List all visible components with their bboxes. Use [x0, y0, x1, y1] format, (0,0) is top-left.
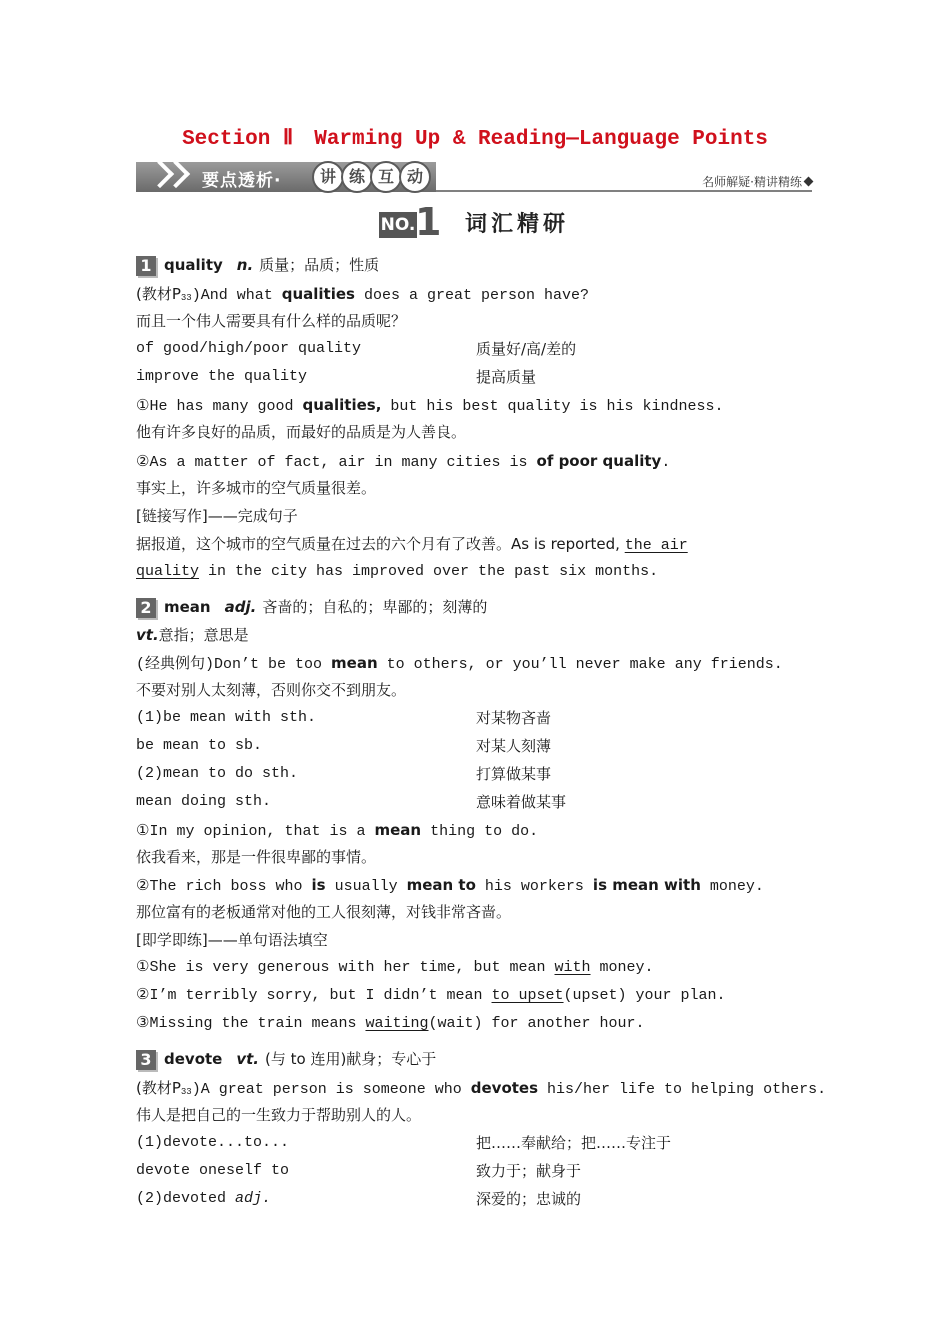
sentence-text: usually — [325, 878, 407, 895]
part-of-speech: vt. — [136, 626, 159, 644]
entry-sense — [136, 625, 249, 645]
keyword: qualities, — [302, 396, 382, 414]
banner-bubbles — [312, 161, 428, 193]
translation: 事实上，许多城市的空气质量很差。 — [136, 479, 377, 497]
phrase-meaning: 对某人刻薄 — [476, 737, 552, 755]
example-sentence — [136, 875, 764, 897]
translation: 他有许多良好的品质，而最好的品质是为人善良。 — [136, 423, 467, 441]
sentence-text: but his best quality is his kindness. — [381, 398, 724, 415]
answer: to upset — [491, 987, 564, 1004]
keyword: mean to — [406, 876, 476, 894]
answer: with — [554, 959, 591, 976]
sentence-text: thing to do. — [421, 823, 539, 840]
headword: quality — [164, 256, 223, 274]
sentence-text: money. — [700, 878, 764, 895]
sentence-text: his workers — [475, 878, 593, 895]
banner-bubble: 练 — [341, 161, 373, 193]
sentence-text: (upset) your plan. — [563, 987, 726, 1004]
keyword: is mean with — [592, 876, 701, 894]
sentence-text: )A great person is someone who — [191, 1081, 471, 1098]
sentence-text: 据报道，这个城市的空气质量在过去的六个月有了改善。As is reported, — [136, 535, 625, 553]
example-sentence — [136, 451, 670, 473]
banner-main-label: 要点透析· — [202, 171, 282, 191]
sentence-text: does a great person have? — [354, 287, 590, 304]
exercise-item — [136, 986, 726, 1006]
section-number-badge — [379, 200, 442, 244]
entry-number-badge: 3 — [136, 1050, 156, 1070]
phrase-text: (2)devoted — [136, 1190, 236, 1207]
phrase: of good/high/poor quality — [136, 340, 362, 357]
exercise-item — [136, 958, 654, 978]
sentence-text: (wait) for another hour. — [428, 1015, 645, 1032]
keyword: is — [311, 876, 326, 894]
keyword: devotes — [470, 1079, 539, 1097]
phrase — [136, 1189, 271, 1209]
sentence-text: (经典例句)Don’t be too — [136, 656, 332, 673]
phrase-meaning: 提高质量 — [476, 368, 537, 386]
answer: quality — [136, 563, 200, 580]
headword: mean — [164, 598, 211, 616]
phrase: (2)mean to do sth. — [136, 765, 299, 782]
phrase-meaning: 致力于；献身于 — [476, 1162, 582, 1180]
entry-heading — [136, 255, 379, 276]
translation: 依我看来，那是一件很卑鄙的事情。 — [136, 848, 377, 866]
keyword: of poor quality — [536, 452, 662, 470]
keyword: qualities — [281, 285, 355, 303]
exercise-sentence — [136, 562, 658, 582]
sentence-text: ①She is very generous with her time, but mean — [136, 959, 555, 976]
banner-bubble: 讲 — [312, 161, 344, 193]
translation: 不要对别人太刻薄，否则你交不到朋友。 — [136, 681, 407, 699]
entry-number-badge: 2 — [136, 598, 156, 618]
phrase-meaning: 把……奉献给；把……专注于 — [476, 1134, 672, 1152]
meaning: 意指；意思是 — [158, 626, 249, 644]
sentence-text: ①He has many good — [136, 398, 303, 415]
sentence-text: ②I’m terribly sorry, but I didn’t mean — [136, 987, 492, 1004]
sentence-text: money. — [590, 959, 654, 976]
example-sentence — [136, 395, 723, 417]
exercise-label: [链接写作]——完成句子 — [136, 507, 298, 525]
exercise-sentence — [136, 534, 814, 556]
answer: the air — [624, 537, 688, 554]
source-sentence — [136, 1078, 826, 1102]
source-sentence — [136, 653, 783, 675]
phrase: improve the quality — [136, 368, 308, 385]
keyword: mean — [374, 821, 422, 839]
sentence-text: ③Missing the train means — [136, 1015, 366, 1032]
sentence-text: his/her life to helping others. — [538, 1081, 827, 1098]
phrase: be mean to sb. — [136, 737, 263, 754]
answer: waiting — [365, 1015, 429, 1032]
sentence-text: in the city has improved over the past six months. — [199, 563, 659, 580]
entry-heading — [136, 597, 487, 618]
meaning: 吝啬的；自私的；卑鄙的；刻薄的 — [262, 598, 488, 616]
source-label: (教材P — [136, 1079, 181, 1097]
phrase-meaning: 深爱的；忠诚的 — [476, 1190, 582, 1208]
phrase: (1)devote...to... — [136, 1134, 290, 1151]
sentence-text: )And what — [191, 287, 282, 304]
banner-bubble: 动 — [399, 161, 431, 193]
section-title: 词汇精研 — [465, 211, 570, 237]
phrase-meaning: 质量好/高/差的 — [476, 340, 577, 358]
phrase: devote oneself to — [136, 1162, 290, 1179]
phrase: mean doing sth. — [136, 793, 272, 810]
part-of-speech: adj. — [224, 598, 257, 616]
sentence-text: ②The rich boss who — [136, 878, 312, 895]
part-of-speech: vt. — [236, 1050, 259, 1068]
sentence-text: ②As a matter of fact, air in many cities is — [136, 454, 537, 471]
badge-number: 1 — [415, 200, 442, 244]
section-banner — [136, 159, 812, 195]
banner-right-label: 名师解疑·精讲精练 — [702, 175, 802, 189]
phrase: (1)be mean with sth. — [136, 709, 317, 726]
entry-number-badge: 1 — [136, 256, 156, 276]
translation: 伟人是把自己的一生致力于帮助别人的人。 — [136, 1106, 422, 1124]
exercise-label: [即学即练]——单句语法填空 — [136, 931, 328, 949]
sentence-text: . — [661, 454, 671, 471]
badge-prefix: NO. — [379, 212, 417, 238]
source-sentence — [136, 284, 589, 308]
page-subscript: 33 — [180, 293, 192, 303]
headword: devote — [164, 1050, 223, 1068]
meaning: 质量；品质；性质 — [259, 256, 380, 274]
meaning: (与 to 连用)献身；专心于 — [265, 1050, 437, 1068]
phrase-meaning: 对某物吝啬 — [476, 709, 552, 727]
translation: 而且一个伟人需要具有什么样的品质呢？ — [136, 312, 407, 330]
sentence-text: to others, or you’ll never make any friends. — [377, 656, 783, 673]
page-subscript: 33 — [180, 1087, 192, 1097]
exercise-item — [136, 1014, 645, 1034]
page-title: Section Ⅱ Warming Up & Reading—Language Points — [182, 128, 768, 151]
sentence-text: ①In my opinion, that is a — [136, 823, 375, 840]
section-heading — [379, 200, 570, 244]
phrase-meaning: 意味着做某事 — [476, 793, 567, 811]
example-sentence — [136, 820, 538, 842]
banner-divider — [436, 190, 812, 192]
banner-bubble: 互 — [370, 161, 402, 193]
phrase-meaning: 打算做某事 — [476, 765, 552, 783]
keyword: mean — [331, 654, 378, 672]
entry-heading — [136, 1049, 436, 1070]
translation: 那位富有的老板通常对他的工人很刻薄，对钱非常吝啬。 — [136, 903, 512, 921]
diamond-icon — [804, 177, 814, 187]
part-of-speech: adj. — [235, 1190, 272, 1207]
source-label: (教材P — [136, 285, 181, 303]
part-of-speech: n. — [236, 256, 254, 274]
